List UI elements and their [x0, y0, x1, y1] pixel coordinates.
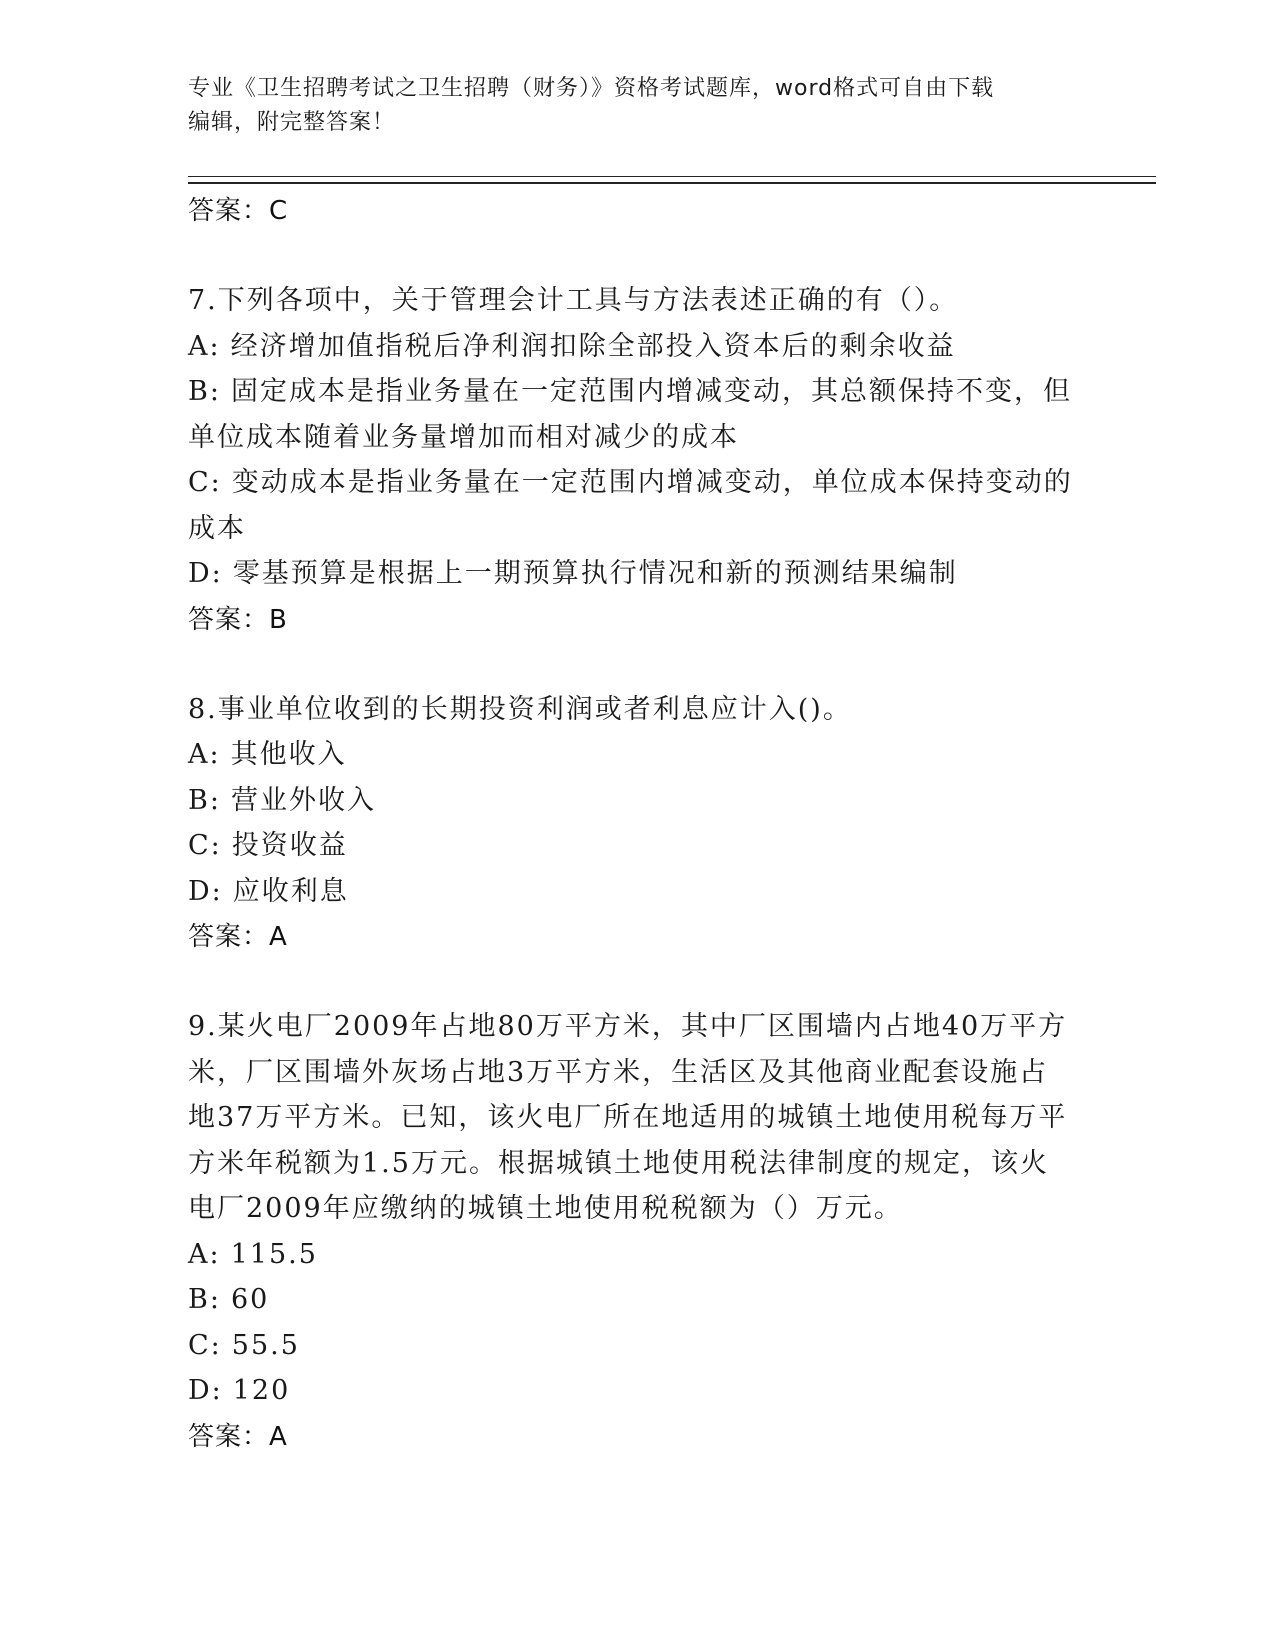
option-text: 投资收益	[231, 830, 348, 861]
question-list	[188, 188, 1088, 1460]
option-letter: B:	[188, 1284, 221, 1315]
option-text: 成本	[188, 512, 246, 544]
question-block	[188, 278, 1088, 643]
option-letter: A:	[188, 1238, 221, 1270]
answer-key: 答案：A	[188, 1421, 288, 1452]
answer-option	[188, 324, 1088, 370]
header-divider	[188, 176, 1156, 177]
answer-option	[188, 869, 1088, 915]
answer-option	[188, 460, 1088, 506]
answer-option	[188, 506, 1088, 552]
option-text: 120	[232, 1375, 291, 1406]
option-text: 115.5	[230, 1238, 318, 1270]
option-letter: C:	[188, 830, 222, 861]
question-stem: 米，厂区围墙外灰场占地3万平方米，生活区及其他商业配套设施占	[188, 1056, 1049, 1088]
option-text: 经济增加值指税后净利润扣除全部投入资本后的剩余收益	[230, 330, 956, 362]
answer-option	[188, 1277, 1088, 1323]
header-divider	[188, 182, 1156, 184]
question-block	[188, 1004, 1088, 1460]
option-text: 60	[230, 1284, 270, 1315]
question-stem: 9.某火电厂2009年占地80万平方米，其中厂区围墙内占地40万平方	[188, 1011, 1068, 1042]
option-text: 其他收入	[230, 739, 347, 770]
option-letter: C:	[188, 467, 222, 498]
option-text: 55.5	[231, 1329, 300, 1361]
answer-option	[188, 732, 1088, 778]
answer-key: 答案：A	[188, 922, 288, 952]
option-text: 零基预算是根据上一期预算执行情况和新的预测结果编制	[232, 558, 958, 589]
header-line: 编辑，附完整答案！	[188, 110, 396, 135]
option-letter: D:	[188, 1375, 223, 1406]
option-letter: A:	[188, 739, 221, 770]
option-letter: A:	[188, 330, 221, 362]
answer-option	[188, 778, 1088, 824]
option-text: 固定成本是指业务量在一定范围内增减变动，其总额保持不变，但	[230, 376, 1072, 407]
previous-answer: 答案：C	[188, 196, 289, 226]
option-letter: B:	[188, 784, 221, 816]
answer-option	[188, 823, 1088, 869]
question-stem: 地37万平方米。已知，该火电厂所在地适用的城镇土地使用税每万平	[188, 1102, 1068, 1133]
question-stem: 方米年税额为1.5万元。根据城镇土地使用税法律制度的规定，该火	[188, 1147, 1049, 1179]
answer-option	[188, 1368, 1088, 1414]
option-letter: D:	[188, 558, 223, 589]
question-block	[188, 687, 1088, 961]
option-letter: D:	[188, 875, 223, 907]
question-stem: 电厂2009年应缴纳的城镇土地使用税税额为（）万元。	[188, 1193, 903, 1224]
document-header	[188, 72, 1078, 140]
question-stem: 7.下列各项中，关于管理会计工具与方法表述正确的有（）。	[188, 285, 959, 316]
answer-option	[188, 1232, 1088, 1278]
option-text: 应收利息	[232, 875, 349, 907]
answer-key: 答案：B	[188, 604, 288, 635]
option-letter: B:	[188, 376, 221, 407]
answer-option	[188, 369, 1088, 415]
option-text: 变动成本是指业务量在一定范围内增减变动，单位成本保持变动的	[231, 467, 1073, 498]
question-stem: 8.事业单位收到的长期投资利润或者利息应计入()。	[188, 693, 852, 725]
answer-option	[188, 1323, 1088, 1369]
answer-option	[188, 415, 1088, 461]
answer-option	[188, 551, 1088, 597]
header-line: 专业《卫生招聘考试之卫生招聘（财务）》资格考试题库，word格式可自由下载	[188, 76, 995, 101]
option-text: 营业外收入	[230, 784, 376, 816]
option-text: 单位成本随着业务量增加而相对减少的成本	[188, 421, 739, 453]
option-letter: C:	[188, 1329, 222, 1361]
